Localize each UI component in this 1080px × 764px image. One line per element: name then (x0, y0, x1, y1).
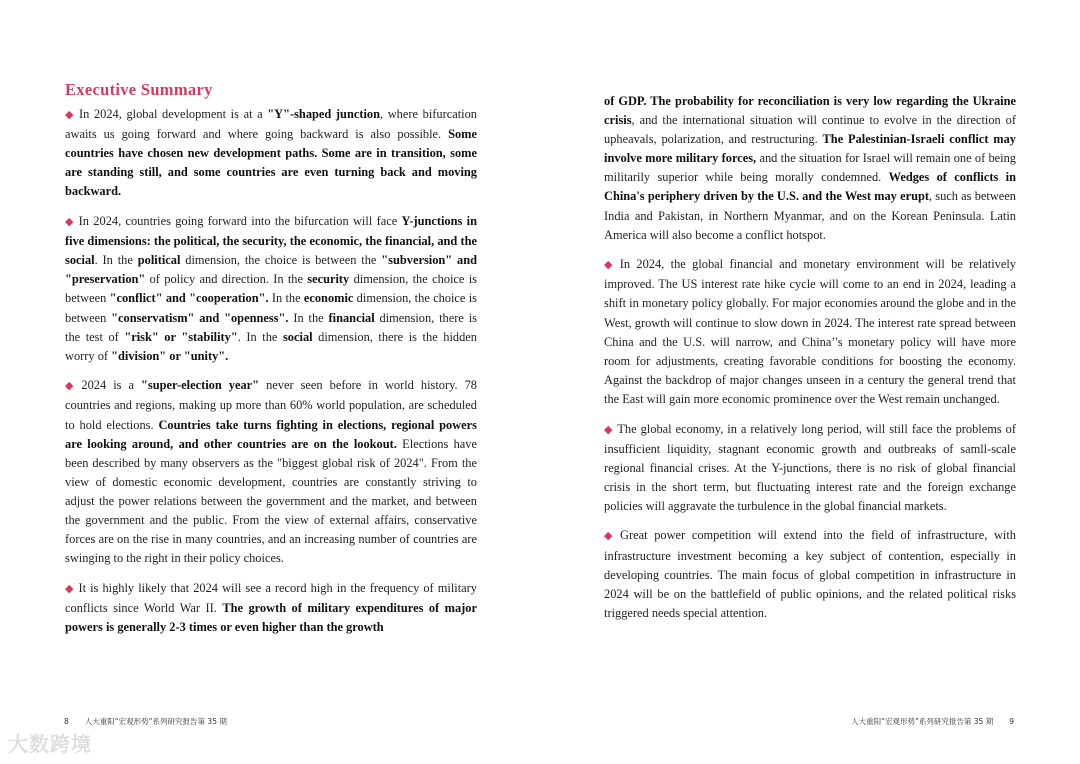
text: In the (288, 310, 329, 325)
paragraph (65, 579, 477, 637)
paragraph (604, 526, 1016, 622)
bold-text: of GDP. The probability for reconciliation is very low regarding the Ukraine crisis (604, 94, 1016, 128)
bold-text: Countries take turns fighting in elections, regional powers are looking around, and other countries are on the lookout. (65, 417, 477, 451)
bold-text: "conservatism" and "openness". (111, 310, 289, 325)
text: 2024 is a (81, 378, 141, 393)
bold-text: "conflict" and "cooperation". (109, 291, 269, 306)
text: In 2024, the global financial and monetary environment will be relatively improved. The US interest rate hike cycle will come to an end in 2024, leading a shift in monetary policy globally. For major economies around the globe and in the West, growth will continue to slow down in 2024. The interest rate spread between China and the U.S. will narrow, and China’'s monetary policy will have more room for adjustments, creating favorable conditions for boosting the economy. Against the backdrop of major changes unseen in a century the general trend that the East will gain more economic prominence over the West remain unchanged. (604, 257, 1016, 406)
bold-text: Some countries have chosen new development paths. Some are in transition, some are standing still, and some countries are even turning back and moving backward. (65, 127, 477, 199)
text: dimension, there is the hidden worry of (65, 329, 477, 363)
left-paragraphs (65, 105, 477, 637)
text: , where bifurcation awaits us going forward and where going backward is also possible. (65, 107, 477, 142)
watermark-logo: 大数跨境 (8, 732, 92, 756)
footer-series-right: 人大重阳“宏观形势”系列研究报告第 35 期 (851, 717, 994, 726)
diamond-bullet-icon: ◆ (604, 259, 616, 272)
bold-text: security (307, 272, 350, 287)
text: of policy and direction. In the (145, 272, 308, 287)
text: dimension, the choice is between (65, 291, 477, 325)
text: , such as between India and Pakistan, in Northern Myanmar, and on the Korean Peninsula. Latin America will also become a conflict hotspot. (604, 189, 1016, 242)
page-number-right: 9 (1009, 717, 1014, 726)
bold-text: "subversion" and "preservation" (65, 253, 478, 287)
diamond-bullet-icon: ◆ (65, 109, 75, 122)
text: and the situation for Israel will remain one of being militarily superior while being morally condemned. (604, 151, 1017, 185)
text: , and the international situation will continue to evolve in the direction of upheavals, polarization, and restructuring. (604, 113, 1016, 147)
bold-text: "division" or "unity". (111, 348, 229, 363)
bold-text: The Palestinian-Israeli conflict may involve more military forces, (604, 132, 1016, 166)
bold-text: financial (328, 310, 375, 325)
footer-series-left: 人大重阳“宏观形势”系列研究报告第 35 期 (84, 717, 227, 726)
bold-text: The growth of military expenditures of major powers is generally 2-3 times or even higher than the growth (65, 600, 477, 634)
bold-text: "risk" or "stability" (124, 329, 238, 344)
text: Elections have been described by many observers as the "biggest global risk of 2024". From the view of domestic economic development, countries are constantly striving to adjust the power relations between the government and the market, and between the government and the public. From the view of external affairs, conservative forces are on the rise in many countries, and an increasing number of countries are swinging to the right in their policy choices. (65, 436, 477, 566)
paragraph (604, 255, 1016, 409)
diamond-bullet-icon: ◆ (604, 423, 614, 436)
diamond-bullet-icon: ◆ (604, 530, 617, 543)
paragraph (604, 92, 1016, 245)
diamond-bullet-icon: ◆ (65, 216, 75, 229)
diamond-bullet-icon: ◆ (65, 380, 78, 393)
bold-text: social (282, 329, 313, 344)
footer-right (851, 716, 1014, 727)
section-title: Executive Summary (65, 80, 213, 99)
paragraph (65, 105, 477, 201)
bold-text: economic (303, 291, 354, 306)
paragraph (604, 420, 1016, 516)
text: . In the (237, 329, 283, 344)
diamond-bullet-icon: ◆ (65, 582, 75, 595)
text: Great power competition will extend into the field of infrastructure, with infrastructure investment becoming a key subject of contention, especially in developing countries. The main focus of global competition in infrastructure in 2024 will be on the battlefield of public opinions, and the related political risks triggered needs special attention. (604, 528, 1016, 620)
paragraph (65, 376, 477, 568)
text: . In the (94, 253, 138, 268)
text: It is highly likely that 2024 will see a record high in the frequency of military conflicts since World War II. (65, 580, 477, 615)
text: In 2024, global development is at a (79, 107, 268, 122)
text: In the (268, 291, 304, 306)
right-page-column (604, 92, 1016, 633)
text: never seen before in world history. 78 countries and regions, making up more than 60% world population, are scheduled to hold elections. (65, 378, 477, 432)
bold-text: "Y"-shaped junction (267, 107, 380, 122)
bold-text: Y-junctions in five dimensions: the political, the security, the economic, the financial, and the social (65, 214, 477, 268)
bold-text: political (137, 253, 181, 268)
bold-text: Wedges of conflicts in China's periphery driven by the U.S. and the West may erupt (604, 170, 1017, 204)
text: In 2024, countries going forward into the bifurcation will face (78, 214, 402, 229)
right-paragraphs (604, 92, 1016, 623)
left-page-column (65, 80, 477, 648)
bold-text: "super-election year" (141, 378, 260, 393)
text: dimension, the choice is between the (180, 253, 382, 268)
footer-left (64, 716, 227, 727)
page-number-left: 8 (64, 717, 69, 726)
paragraph (65, 212, 477, 366)
text: The global economy, in a relatively long period, will still face the problems of insufficient liquidity, stagnant economic growth and outbreaks of samll-scale regional financial crises. At the Y-junctions, there is no risk of global financial crisis in the short term, but fluctuating interest rate and the foreign exchange policies will aggravate the turbulence in the global financial markets. (604, 421, 1016, 513)
text: dimension, the choice is between (65, 272, 477, 306)
text: dimension, there is the test of (65, 310, 477, 344)
